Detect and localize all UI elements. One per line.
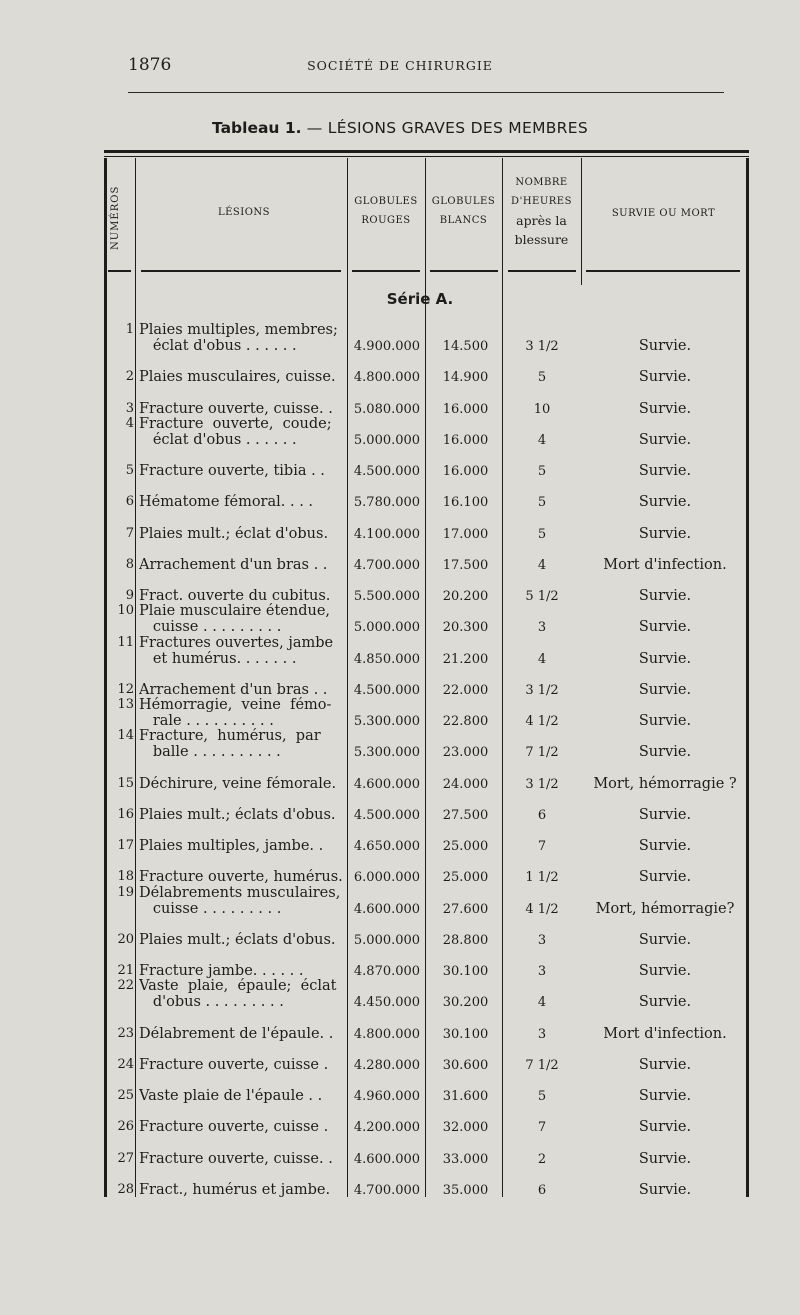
header-white-2: BLANCS [439,215,488,226]
row-outcome: Survie. [638,525,692,542]
row-red-cells: 5.080.000 [353,401,421,417]
row-hours: 4 [537,995,547,1011]
row-hours: 3 [537,964,547,979]
row-white-cells: 27.500 [442,807,489,823]
row-outcome: Survie. [638,713,692,729]
row-hours: 10 [533,401,551,417]
row-lesion: Plaies multiples, membres; [139,322,338,338]
row-number: 1 [125,322,134,337]
row-white-cells: 20.200 [442,589,489,604]
row-red-cells: 4.600.000 [353,1151,421,1167]
row-hours: 2 [537,1151,547,1167]
row-red-cells: 4.850.000 [353,651,421,667]
row-outcome: Survie. [638,431,692,448]
row-red-cells: 4.800.000 [353,1026,421,1042]
row-outcome: Mort d'infection. [603,556,727,573]
row-lesion: Fracture jambe. . . . . . [139,963,304,979]
frame-top-rule-thin [104,156,749,157]
row-white-cells: 30.100 [442,964,489,979]
row-number: 10 [117,603,134,619]
row-hours: 3 [537,1026,547,1042]
row-lesion-continued: éclat d'obus . . . . . . [139,338,297,354]
row-lesion: Fracture ouverte, cuisse. . [139,1150,333,1167]
row-lesion: Délabrement de l'épaule. . [139,1025,334,1042]
row-number: 15 [117,775,134,791]
row-number: 20 [117,931,134,947]
row-white-cells: 16.000 [442,401,489,417]
row-outcome: Survie. [638,963,692,979]
row-lesion: Hémorragie, veine fémo- [139,697,332,713]
row-number: 25 [117,1088,134,1103]
row-red-cells: 5.000.000 [353,432,421,448]
row-lesion: Fract. ouverte du cubitus. [139,588,331,604]
row-hours: 5 [537,370,547,386]
row-lesion: Fracture ouverte, cuisse. . [139,400,333,417]
row-outcome: Survie. [638,681,692,698]
row-red-cells: 4.900.000 [353,339,421,354]
row-outcome: Survie. [638,1119,692,1136]
row-number: 8 [125,556,134,572]
row-outcome: Survie. [638,650,692,667]
row-number: 26 [117,1119,134,1135]
row-white-cells: 32.000 [442,1120,489,1136]
col-rule-red [425,158,426,1197]
row-red-cells: 4.500.000 [353,464,421,479]
row-outcome: Survie. [638,400,692,417]
row-lesion-continued: cuisse . . . . . . . . . [139,900,282,917]
row-outcome: Survie. [638,806,692,823]
row-outcome: Survie. [638,744,692,761]
row-white-cells: 24.000 [442,776,489,792]
row-outcome: Survie. [638,1088,692,1104]
frame-top-rule [104,150,749,153]
row-number: 5 [125,463,134,478]
row-lesion: Plaie musculaire étendue, [139,603,331,620]
row-lesion: Déchirure, veine fémorale. [139,775,337,792]
row-red-cells: 5.000.000 [353,932,421,948]
row-white-cells: 14.500 [442,339,489,354]
row-lesion: Vaste plaie, épaule; éclat [139,978,337,995]
row-hours: 1 1/2 [525,870,559,886]
row-red-cells: 4.280.000 [353,1057,421,1073]
row-red-cells: 6.000.000 [353,870,421,886]
row-hours: 5 [537,495,547,511]
row-number: 27 [117,1150,134,1166]
row-number: 16 [117,806,134,822]
head-rule-hours [508,270,576,272]
header-hours-4: blessure [514,232,569,247]
row-number: 4 [125,415,134,431]
row-white-cells: 21.200 [442,651,489,667]
col-rule-lesions [347,158,348,1197]
col-rule-white [502,158,503,1197]
row-outcome: Survie. [638,1056,692,1073]
row-hours: 5 1/2 [525,589,559,604]
row-outcome: Survie. [638,994,692,1011]
header-hours-1: NOMBRE [515,177,568,188]
row-outcome: Survie. [638,338,692,354]
row-white-cells: 22.000 [442,682,489,698]
journal-title: SOCIÉTÉ DE CHIRURGIE [307,58,493,73]
row-white-cells: 25.000 [442,839,489,854]
row-white-cells: 16.000 [442,432,489,448]
header-red-1: GLOBULES [354,196,418,207]
row-lesion-continued: d'obus . . . . . . . . . [139,994,284,1011]
row-white-cells: 27.600 [442,901,489,917]
row-number: 24 [117,1056,134,1072]
row-white-cells: 16.000 [442,464,489,479]
header-white [425,192,502,230]
row-red-cells: 5.300.000 [353,714,421,729]
row-lesion-continued: rale . . . . . . . . . . [139,713,274,729]
row-white-cells: 16.100 [442,495,489,511]
row-hours: 6 [537,1182,547,1198]
row-hours: 5 [537,1089,547,1104]
header-hours-2: D'HEURES [511,196,572,207]
row-white-cells: 30.100 [442,1026,489,1042]
table-title-text: — LÉSIONS GRAVES DES MEMBRES [301,119,588,137]
row-hours: 7 1/2 [525,1057,559,1073]
row-hours: 3 [537,620,547,636]
row-white-cells: 17.000 [442,526,489,542]
row-red-cells: 4.700.000 [353,1182,421,1198]
table-title [0,119,800,137]
frame-left-rule [104,158,107,1197]
row-lesion-continued: éclat d'obus . . . . . . [139,431,297,448]
row-number: 6 [125,494,134,510]
row-white-cells: 17.500 [442,557,489,573]
row-red-cells: 4.500.000 [353,807,421,823]
row-hours: 7 [537,839,547,854]
row-number: 9 [125,588,134,603]
row-lesion: Plaies mult.; éclat d'obus. [139,525,329,542]
row-white-cells: 25.000 [442,870,489,886]
row-number: 21 [117,963,134,978]
row-red-cells: 5.500.000 [353,589,421,604]
header-rule [128,92,724,93]
row-number: 14 [117,728,134,744]
row-number: 7 [125,525,134,541]
row-lesion: Fract., humérus et jambe. [139,1181,331,1198]
row-outcome: Survie. [638,931,692,948]
row-red-cells: 4.100.000 [353,526,421,542]
row-red-cells: 4.800.000 [353,370,421,386]
head-rule-outcome [586,270,740,272]
row-hours: 3 1/2 [525,682,559,698]
row-red-cells: 5.300.000 [353,745,421,761]
row-lesion: Fractures ouvertes, jambe [139,634,334,651]
row-number: 23 [117,1025,134,1041]
row-red-cells: 4.200.000 [353,1120,421,1136]
header-hours [502,173,581,249]
row-outcome: Survie. [638,369,692,386]
row-lesion: Fracture ouverte, tibia . . [139,463,325,479]
row-lesion: Fracture ouverte, humérus. [139,869,343,886]
row-number: 13 [117,697,134,712]
head-rule-red [352,270,420,272]
row-red-cells: 4.870.000 [353,964,421,979]
row-red-cells: 4.650.000 [353,839,421,854]
row-outcome: Mort, hémorragie? [595,900,735,917]
row-hours: 7 [537,1120,547,1136]
header-outcome: SURVIE OU MORT [611,208,716,219]
row-lesion: Fracture ouverte, coude; [139,415,332,432]
head-rule-num [108,270,131,272]
row-outcome: Mort, hémorragie ? [593,775,737,792]
row-hours: 3 1/2 [525,339,559,354]
header-lesions: LÉSIONS [217,207,271,218]
row-red-cells: 4.700.000 [353,557,421,573]
row-red-cells: 5.780.000 [353,495,421,511]
row-lesion: Plaies musculaires, cuisse. [139,369,336,386]
row-red-cells: 4.600.000 [353,901,421,917]
head-rule-lesions [141,270,341,272]
row-lesion: Délabrements musculaires, [139,884,341,901]
row-white-cells: 30.600 [442,1057,489,1073]
table-title-label: Tableau 1. [212,119,302,137]
row-white-cells: 14.900 [442,370,489,386]
row-white-cells: 31.600 [442,1089,489,1104]
row-outcome: Survie. [638,588,692,604]
row-hours: 4 [537,651,547,667]
header-red-2: ROUGES [361,215,411,226]
row-outcome: Survie. [638,463,692,479]
row-number: 17 [117,838,134,853]
row-white-cells: 20.300 [442,620,489,636]
row-outcome: Survie. [638,619,692,636]
row-hours: 3 [537,932,547,948]
row-red-cells: 5.000.000 [353,620,421,636]
row-hours: 7 1/2 [525,745,559,761]
row-white-cells: 28.800 [442,932,489,948]
row-hours: 5 [537,526,547,542]
row-number: 18 [117,869,134,885]
row-outcome: Survie. [638,1181,692,1198]
row-lesion: Plaies mult.; éclats d'obus. [139,806,336,823]
col-rule-num [135,158,136,1197]
row-lesion: Arrachement d'un bras . . [139,681,328,698]
row-outcome: Mort d'infection. [603,1025,727,1042]
row-number: 19 [117,884,134,900]
row-red-cells: 4.500.000 [353,682,421,698]
row-white-cells: 33.000 [442,1151,489,1167]
header-num: NUMÉROS [110,185,121,250]
row-lesion: Fracture ouverte, cuisse . [139,1056,329,1073]
row-number: 11 [117,634,134,650]
header-red [347,192,425,230]
row-lesion-continued: et humérus. . . . . . . [139,650,297,667]
row-lesion: Plaies multiples, jambe. . [139,838,324,854]
row-lesion-continued: cuisse . . . . . . . . . [139,619,282,636]
row-outcome: Survie. [638,869,692,886]
running-head [0,55,800,79]
header-hours-3: après la [516,213,567,228]
row-outcome: Survie. [638,838,692,854]
row-hours: 4 1/2 [525,714,559,729]
row-lesion-continued: balle . . . . . . . . . . [139,744,281,761]
row-number: 12 [117,681,134,697]
row-hours: 4 [537,432,547,448]
series-heading: Série A. [386,290,454,308]
row-outcome: Survie. [638,1150,692,1167]
row-lesion: Fracture, humérus, par [139,728,321,745]
row-hours: 4 [537,557,547,573]
row-number: 22 [117,978,134,994]
row-white-cells: 22.800 [442,714,489,729]
row-hours: 5 [537,464,547,479]
row-lesion: Hématome fémoral. . . . [139,494,314,511]
row-number: 2 [125,369,134,385]
row-hours: 6 [537,807,547,823]
row-white-cells: 35.000 [442,1182,489,1198]
row-outcome: Survie. [638,494,692,511]
row-red-cells: 4.450.000 [353,995,421,1011]
row-red-cells: 4.960.000 [353,1089,421,1104]
row-red-cells: 4.600.000 [353,776,421,792]
row-lesion: Vaste plaie de l'épaule . . [139,1088,323,1104]
row-number: 3 [125,400,134,416]
row-hours: 3 1/2 [525,776,559,792]
row-white-cells: 23.000 [442,745,489,761]
row-lesion: Plaies mult.; éclats d'obus. [139,931,336,948]
row-lesion: Fracture ouverte, cuisse . [139,1119,329,1136]
row-hours: 4 1/2 [525,901,559,917]
header-white-1: GLOBULES [431,196,496,207]
row-number: 28 [117,1181,134,1197]
page-number: 1876 [128,55,172,75]
head-rule-white [430,270,498,272]
row-white-cells: 30.200 [442,995,489,1011]
row-lesion: Arrachement d'un bras . . [139,556,328,573]
